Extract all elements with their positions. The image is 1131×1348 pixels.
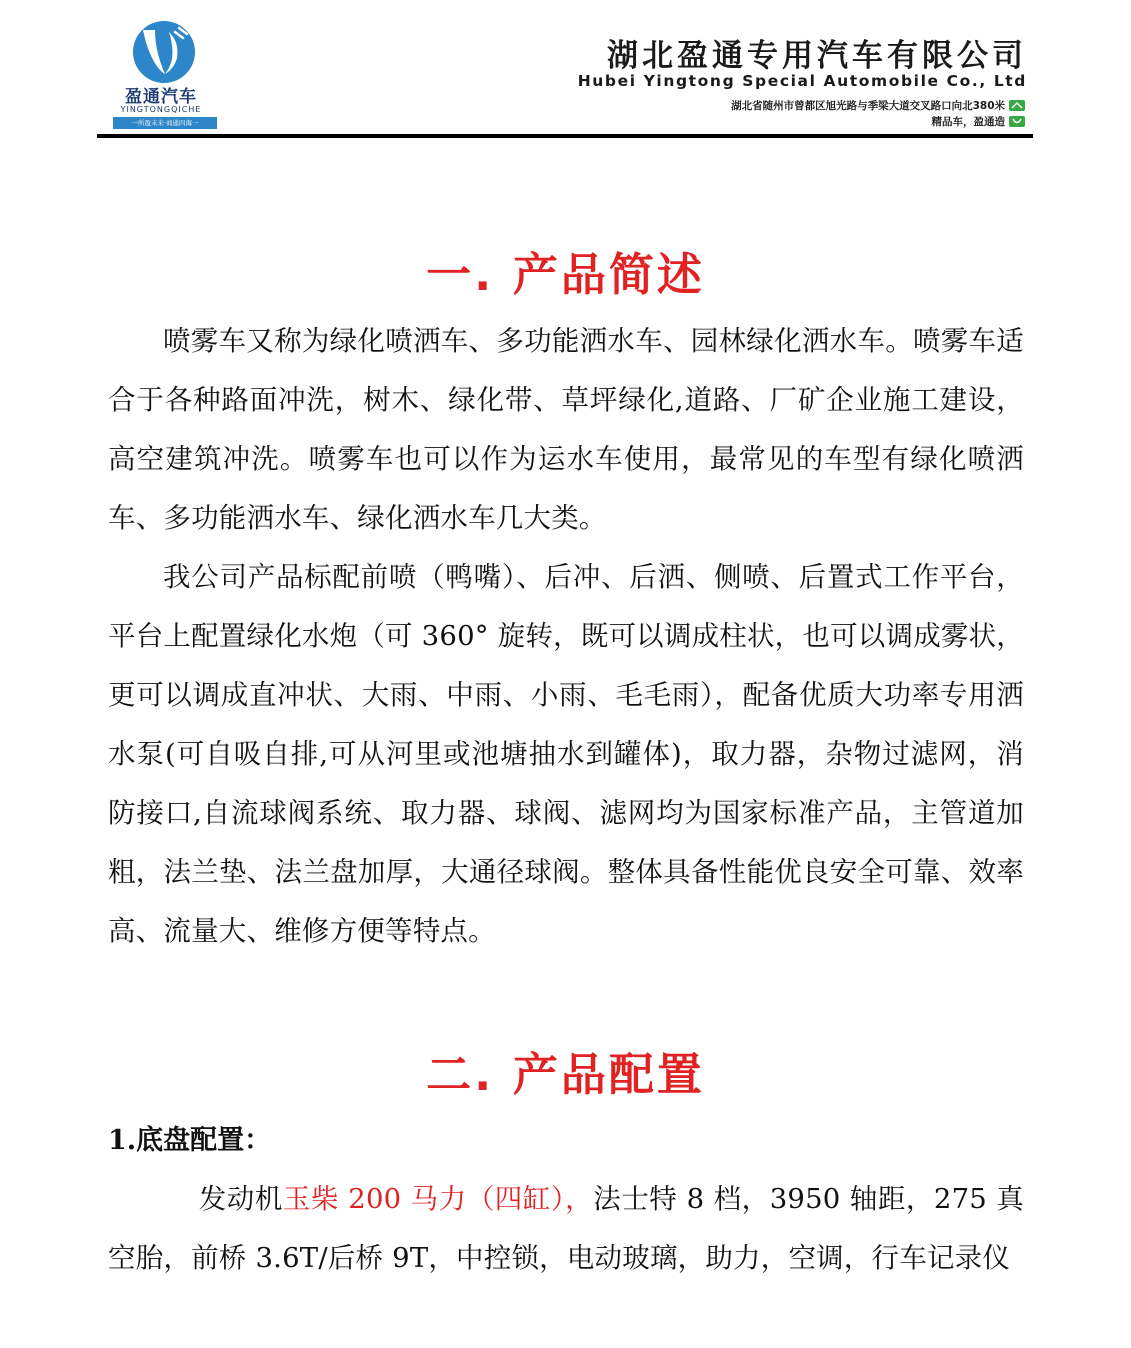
brand-leaf-icon [1009, 116, 1025, 127]
intro-section-title: 一. 产品简述 [426, 248, 705, 301]
company-address [731, 98, 1025, 113]
chassis-details: 法士特 8 档，3950 轴距，275 真空胎，前桥 3.6T/后桥 9T，中控锁，电动玻璃，助力，空调，行车记录仪 [108, 1183, 1024, 1274]
company-name-cn: 湖北盈通专用汽车有限公司 [607, 38, 1027, 74]
company-logo [105, 18, 215, 132]
tagline-text: 精品车，盈通造 [931, 116, 1005, 128]
chassis-config-paragraph [108, 1170, 1024, 1288]
logo-text-en: YINGTONGQICHE [120, 105, 202, 114]
intro-paragraph-2: 我公司产品标配前喷（鸭嘴）、后冲、后洒、侧喷、后置式工作平台，平台上配置绿化水炮（可 360° 旋转，既可以调成柱状，也可以调成雾状，更可以调成直冲状、大雨、中雨、小雨、毛毛雨），配备优质大功率专用洒水泵(可自吸自排,可从河里或池塘抽水到罐体)，取力器，杂物过滤网，消防接口,自流球阀系统、取力器、球阀、滤网均为国家标准产品，主管道加粗，法兰垫、法兰盘加厚，大通径球阀。整体具备性能优良安全可靠、效率高、流量大、维修方便等特点。 [108, 561, 1024, 947]
company-name-en: Hubei Yingtong Special Automobile Co., Ltd [577, 72, 1027, 90]
config-section-title: 二. 产品配置 [426, 1048, 705, 1101]
intro-paragraph-1: 喷雾车又称为绿化喷洒车、多功能洒水车、园林绿化洒水车。喷雾车适合于各种路面冲洗，树木、绿化带、草坪绿化,道路、厂矿企业施工建设，高空建筑冲洗。喷雾车也可以作为运水车使用，最常见的车型有绿化喷洒车、多功能洒水车、绿化洒水车几大类。 [108, 325, 1024, 534]
chassis-config-heading: 1.底盘配置： [108, 1125, 272, 1156]
company-tagline [932, 114, 1026, 129]
logo-mark-icon [129, 20, 199, 86]
logo-text-cn: 盈通汽车 [125, 87, 197, 107]
header-divider [97, 134, 1033, 138]
chassis-prefix: 发动机 [198, 1183, 283, 1215]
letterhead [97, 18, 1033, 138]
chassis-engine-highlight: 玉柴 200 马力（四缸）， [282, 1183, 594, 1215]
logo-slogan: 一所盈未来·商通四海一 [113, 117, 217, 129]
address-text: 湖北省随州市曾都区旭光路与季梁大道交叉路口向北380米 [731, 100, 1005, 112]
location-icon [1009, 100, 1025, 111]
